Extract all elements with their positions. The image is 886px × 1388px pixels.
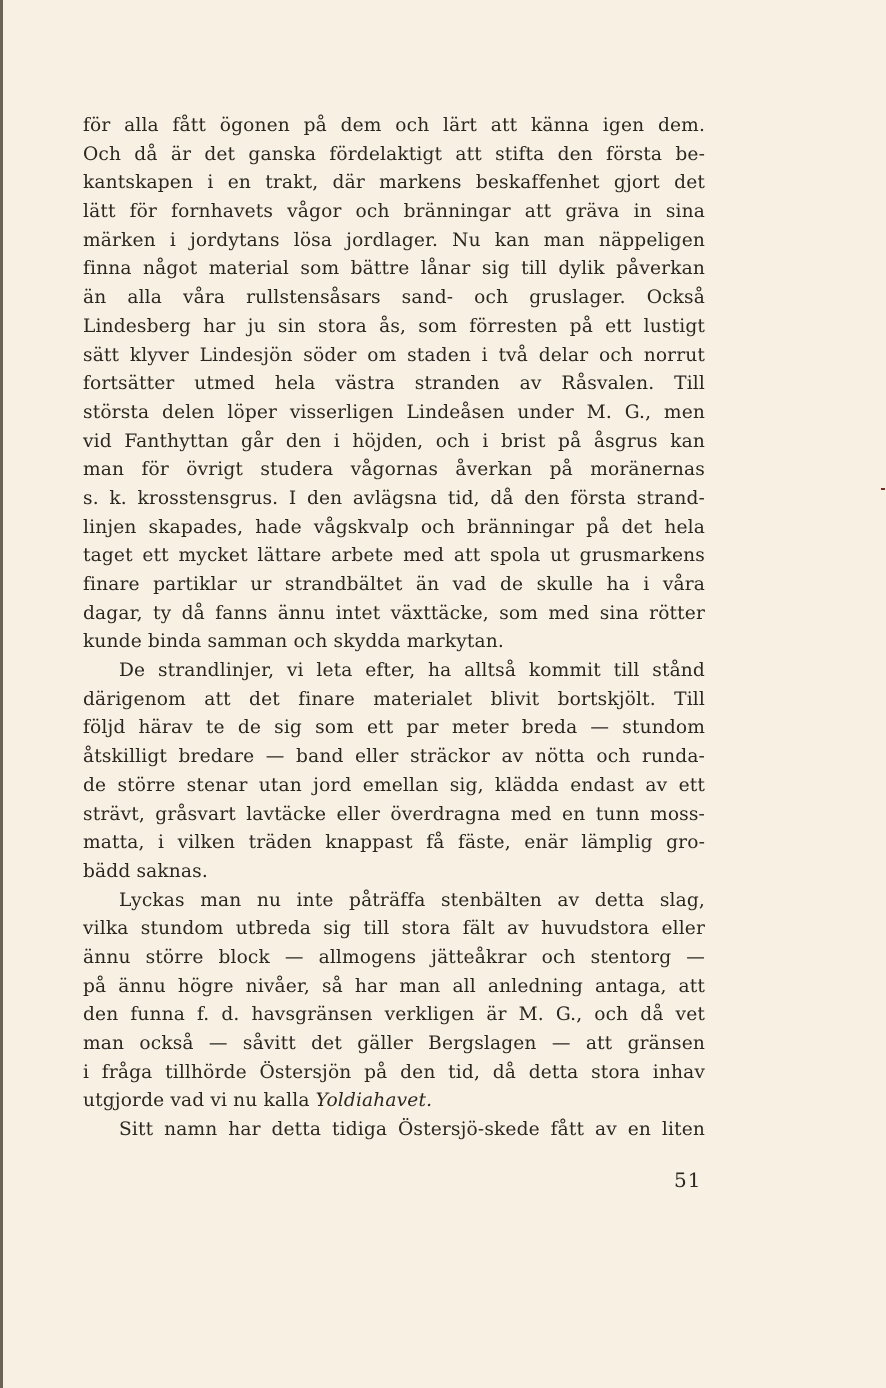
text-line: ännu större block — allmogens jätteåkrar och stentorg — [83,946,705,968]
text-line: i fråga tillhörde Östersjön på den tid, då detta stora inhav [83,1061,705,1083]
text-line: vid Fanthyttan går den i höjden, och i brist på åsgrus kan [83,430,705,452]
text-line: följd härav te de sig som ett par meter breda — stundom [83,717,705,739]
text-line: åtskilligt bredare — band eller sträckor av nötta och runda- [83,746,705,768]
text-line: taget ett mycket lättare arbete med att spola ut grusmarkens [83,545,705,567]
text-line: vilka stundom utbreda sig till stora fält av huvudstora eller [83,918,705,940]
body-text [83,112,705,1145]
text-line: sätt klyver Lindesjön söder om staden i två delar och norrut [83,344,705,366]
text-line: finna något material som bättre lånar sig till dylik påverkan [83,258,705,280]
text-line: de större stenar utan jord emellan sig, klädda endast av ett [83,774,705,796]
text-line: den funna f. d. havsgränsen verkligen är M. G., och då vet [83,1004,705,1026]
text-segment: utgjorde vad vi nu kalla [83,1090,316,1112]
text-line: Lindesberg har ju sin stora ås, som förresten på ett lustigt [83,315,705,337]
text-line: därigenom att det finare materialet blivit bortskjölt. Till [83,688,705,710]
paragraph-end-line: kunde binda samman och skydda markytan. [83,631,504,653]
text-line: linjen skapades, hade vågskvalp och bränningar på det hela [83,516,705,538]
text-line: för alla fått ögonen på dem och lärt att känna igen dem. [83,115,705,136]
text-line: kantskapen i en trakt, där markens beskaffenhet gjort det [83,172,705,194]
text-line: än alla våra rullstensåsars sand- och gruslager. Också [83,287,705,309]
text-line: matta, i vilken träden knappast få fäste, enär lämplig gro- [83,832,705,854]
text-line: på ännu högre nivåer, så har man all anledning antaga, att [83,975,705,997]
text-line: lätt för fornhavets vågor och bränningar att gräva in sina [83,201,705,223]
text-line: märken i jordytans lösa jordlager. Nu kan man näppeligen [83,229,705,251]
paragraph-end-line: bädd saknas. [83,860,208,882]
text-line: dagar, ty då fanns ännu intet växttäcke, som med sina rötter [83,602,705,624]
page-number: 51 [674,1168,702,1192]
italic-term: Yoldiahavet. [315,1090,433,1112]
paragraph-start-line: Sitt namn har detta tidiga Östersjö-skede fått av en liten [119,1119,705,1141]
paragraph-start-line: Lyckas man nu inte påträffa stenbälten av detta slag, [119,889,705,911]
text-line: man för övrigt studera vågornas åverkan på moränernas [83,459,705,481]
paragraph-end-line [83,1087,705,1116]
text-line: största delen löper visserligen Lindeåsen under M. G., men [83,401,705,423]
text-line: Och då är det ganska fördelaktigt att stifta den första be- [83,143,705,165]
scan-speck [881,488,885,490]
paragraph-start-line: De strandlinjer, vi leta efter, ha alltså kommit till stånd [119,660,705,682]
text-line: finare partiklar ur strandbältet än vad de skulle ha i våra [83,574,705,595]
text-line: strävt, gråsvart lavtäcke eller överdragna med en tunn moss- [83,803,705,825]
text-line: s. k. krosstensgrus. I den avlägsna tid, då den första strand- [83,487,705,509]
text-line: man också — såvitt det gäller Bergslagen — att gränsen [83,1033,705,1054]
text-line: fortsätter utmed hela västra stranden av Råsvalen. Till [83,373,705,395]
